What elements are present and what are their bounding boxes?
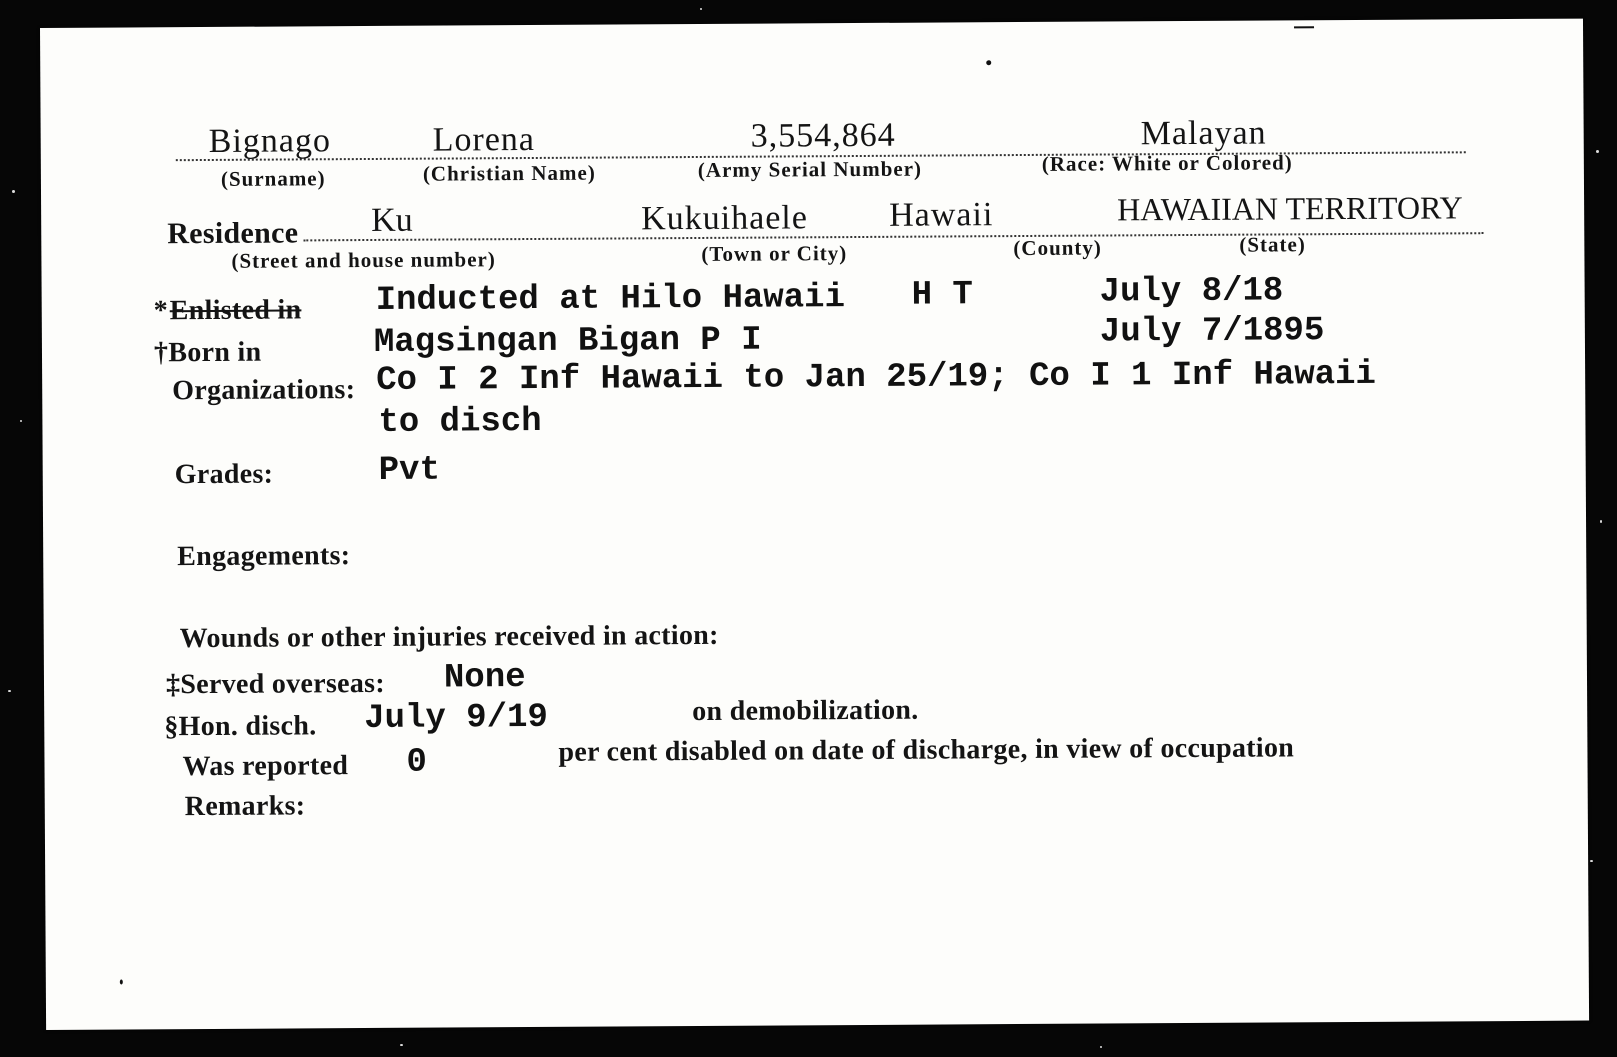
served-overseas-value: None [443,659,526,698]
scan-noise [1600,520,1602,523]
residence-street-value: Ku [371,201,413,239]
enlisted-value: Inducted at Hilo Hawaii [375,279,846,320]
grades-value: Pvt [378,451,441,490]
scan-noise [1596,150,1599,153]
wounds-label: Wounds or other injuries received in action: [179,619,719,655]
discharge-suffix: on demobilization. [692,694,919,728]
discharge-label: §Hon. disch. [164,710,317,743]
remarks-label: Remarks: [184,790,306,823]
born-label: †Born in [153,336,262,369]
organizations-label: Organizations: [172,374,356,407]
disabled-label: Was reported [182,750,349,783]
state-caption: (State) [1239,232,1306,257]
ink-speck [120,980,123,985]
surname-caption: (Surname) [220,166,326,191]
disabled-value: 0 [406,743,428,782]
organizations-line1: Co I 2 Inf Hawaii to Jan 25/19; Co I 1 Inf Hawaii [376,355,1377,400]
born-value: Magsingan Bigan P I [373,321,762,362]
town-caption: (Town or City) [701,241,848,266]
race-caption: (Race: White or Colored) [1041,150,1293,176]
organizations-line2: to disch [378,402,542,442]
surname-value: Bignago [208,122,332,160]
county-caption: (County) [1013,235,1102,261]
race-value: Malayan [1140,114,1267,153]
service-record-card [40,19,1589,1030]
residence-label: Residence [167,216,299,251]
christian-name-caption: (Christian Name) [422,160,596,186]
enlisted-place: H T [911,276,973,315]
discharge-value: July 9/19 [364,698,548,739]
born-date: July 7/1895 [1099,312,1325,352]
scan-noise [12,190,15,193]
scan-noise [1590,860,1593,862]
christian-name-value: Lorena [432,120,536,159]
enlisted-marker: * [153,295,169,327]
scan-noise [8,690,11,692]
enlisted-date: July 8/18 [1099,272,1284,312]
scan-noise [1100,1046,1102,1048]
disabled-suffix: per cent disabled on date of discharge, in view of occupation [558,732,1295,768]
residence-town-value: Kukuihaele [641,199,809,238]
enlisted-label: Enlisted in [169,294,302,327]
serial-number-caption: (Army Serial Number) [697,156,923,182]
street-caption: (Street and house number) [231,247,496,273]
engagements-label: Engagements: [177,540,351,573]
serial-number-value: 3,554,864 [750,116,896,155]
scan-noise [400,1044,403,1046]
ink-speck [1294,26,1314,28]
ink-speck [986,60,991,65]
scan-noise [700,8,702,10]
grades-label: Grades: [174,458,274,491]
served-overseas-label: ‡Served overseas: [165,667,386,701]
residence-state-value: HAWAIIAN TERRITORY [1117,189,1463,228]
scan-noise [20,420,22,422]
residence-county-value: Hawaii [889,196,994,234]
